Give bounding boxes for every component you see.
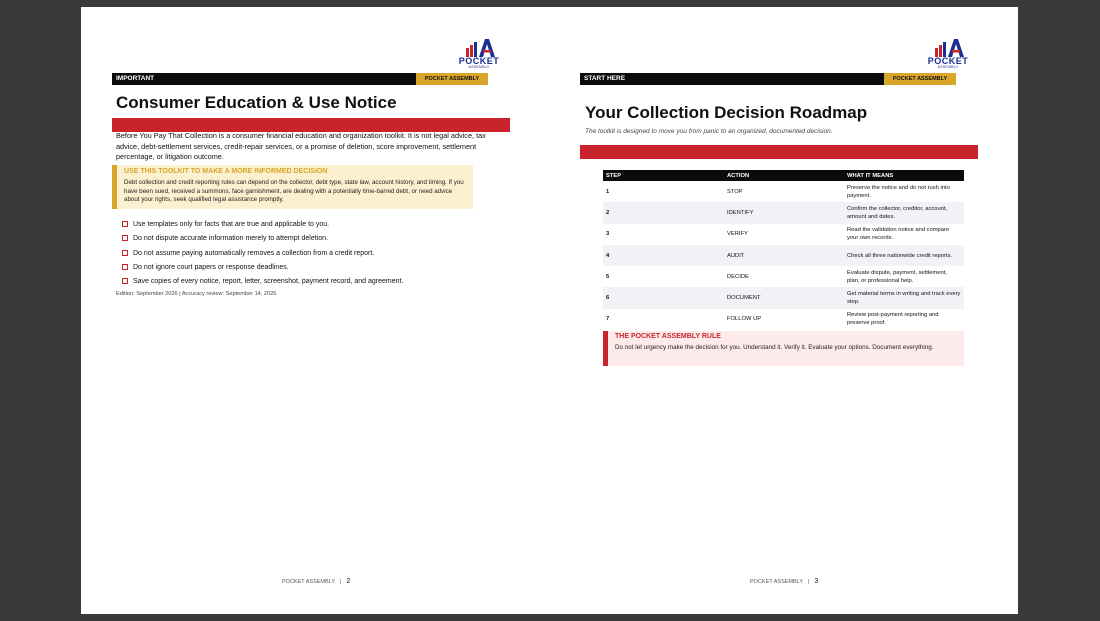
callout-body: Debt collection and credit reporting rules can depend on the collector, debt type, state law, account history, and timing. If you have been sued, received a summons, face garnishment, are dealing with a potentially time-barred debt, or need advice about your rights, seek qualified legal assistance promptly.	[124, 179, 464, 203]
table-row	[603, 309, 964, 330]
footer-label: POCKET ASSEMBLY	[282, 579, 335, 585]
document-spread	[81, 7, 1018, 614]
step-cell: 2	[603, 202, 724, 223]
rule-title: THE POCKET ASSEMBLY RULE	[615, 333, 721, 340]
use-checklist	[122, 220, 502, 291]
action-cell: STOP	[727, 188, 743, 195]
checkbox-icon	[122, 250, 128, 256]
meaning-cell: Preserve the notice and do not rush into payment.	[847, 184, 950, 199]
page-number: 3	[814, 578, 819, 585]
col-header-action: ACTION	[724, 170, 844, 181]
red-rule	[112, 118, 510, 132]
action-cell: AUDIT	[724, 245, 844, 266]
meaning-cell: Evaluate dispute, payment, settlement, plan, or professional help.	[847, 269, 947, 284]
checkbox-icon	[122, 221, 128, 227]
checklist-item: Do not ignore court papers or response deadlines.	[122, 263, 502, 277]
checklist-item: Do not assume paying automatically removes a collection from a credit report.	[122, 249, 502, 263]
checkbox-icon	[122, 235, 128, 241]
step-cell: 6	[603, 287, 724, 308]
table-row	[603, 245, 964, 266]
page-title: Consumer Education & Use Notice	[116, 93, 397, 112]
page-title: Your Collection Decision Roadmap	[585, 103, 868, 122]
page-footer	[750, 578, 818, 585]
table-row	[603, 287, 964, 308]
table-row	[603, 181, 964, 202]
checkbox-icon	[122, 278, 128, 284]
footer-separator: |	[339, 579, 342, 585]
action-cell: FOLLOW UP	[727, 316, 762, 323]
checklist-item: Save copies of every notice, report, letter, screenshot, payment record, and agreement.	[122, 277, 502, 291]
brand-tag: POCKET ASSEMBLY	[884, 73, 956, 85]
checkbox-icon	[122, 264, 128, 270]
checklist-item: Use templates only for facts that are true and applicable to you.	[122, 220, 502, 234]
section-tag: IMPORTANT	[116, 75, 155, 82]
col-header-step: STEP	[603, 170, 724, 181]
step-cell: 3	[606, 231, 610, 238]
meaning-cell: Read the validation notice and compare your own records.	[847, 227, 950, 242]
step-cell: 7	[606, 316, 610, 323]
logo-word: POCKET	[927, 56, 969, 66]
meaning-cell: Review post-payment reporting and preserve proof.	[847, 312, 939, 327]
page-subtitle: The toolkit is designed to move you from panic to an organized, documented decision.	[585, 128, 833, 135]
logo-sub: ASSEMBLY	[468, 65, 490, 69]
meaning-cell: Get material terms in writing and track every step.	[844, 287, 964, 308]
action-cell: IDENTIFY	[724, 202, 844, 223]
col-header-meaning: WHAT IT MEANS	[844, 170, 964, 181]
edition-line: Edition: September 2026 | Accuracy review: September 14, 2026	[116, 291, 277, 297]
meaning-cell: Check all three nationwide credit reports.	[844, 245, 964, 266]
action-cell: DOCUMENT	[724, 287, 844, 308]
page-2	[81, 7, 549, 614]
callout-title: USE THIS TOOLKIT TO MAKE A MORE INFORMED DECISION	[124, 168, 328, 175]
page-number: 2	[346, 578, 351, 585]
page-footer	[282, 578, 350, 585]
table-header-row	[603, 170, 964, 181]
brand-tag: POCKET ASSEMBLY	[416, 73, 488, 85]
logo-word: POCKET	[458, 56, 500, 66]
step-cell: 4	[603, 245, 724, 266]
step-cell: 5	[606, 273, 610, 280]
section-bar	[580, 73, 956, 85]
section-bar	[112, 73, 488, 85]
table-row	[603, 202, 964, 223]
step-cell: 1	[606, 188, 610, 195]
pocket-assembly-logo	[454, 39, 504, 69]
logo-sub: ASSEMBLY	[937, 65, 959, 69]
checklist-item: Do not dispute accurate information merely to attempt deletion.	[122, 234, 502, 248]
pocket-assembly-logo	[923, 39, 973, 69]
footer-separator: |	[807, 579, 810, 585]
red-rule	[580, 145, 978, 159]
footer-label: POCKET ASSEMBLY	[750, 579, 803, 585]
roadmap-table	[603, 170, 964, 330]
rule-body: Do not let urgency make the decision for you. Understand it. Verify it. Evaluate your options. Document everything.	[615, 344, 934, 351]
informed-decision-callout	[112, 165, 473, 209]
pocket-assembly-rule-box	[603, 331, 964, 366]
section-tag: START HERE	[584, 75, 626, 82]
intro-paragraph: Before You Pay That Collection is a consumer financial education and organization toolkit. It is not legal advice, tax advice, debt-settlement services, credit-repair services, or a promise of deletion, score improvement, settlement percentage, or litigation outcome.	[116, 131, 486, 161]
action-cell: DECIDE	[727, 273, 749, 280]
table-row	[603, 266, 964, 287]
page-3	[549, 7, 1018, 614]
meaning-cell: Confirm the collector, creditor, account, amount and dates.	[844, 202, 964, 223]
action-cell: VERIFY	[727, 231, 748, 238]
table-row	[603, 224, 964, 245]
